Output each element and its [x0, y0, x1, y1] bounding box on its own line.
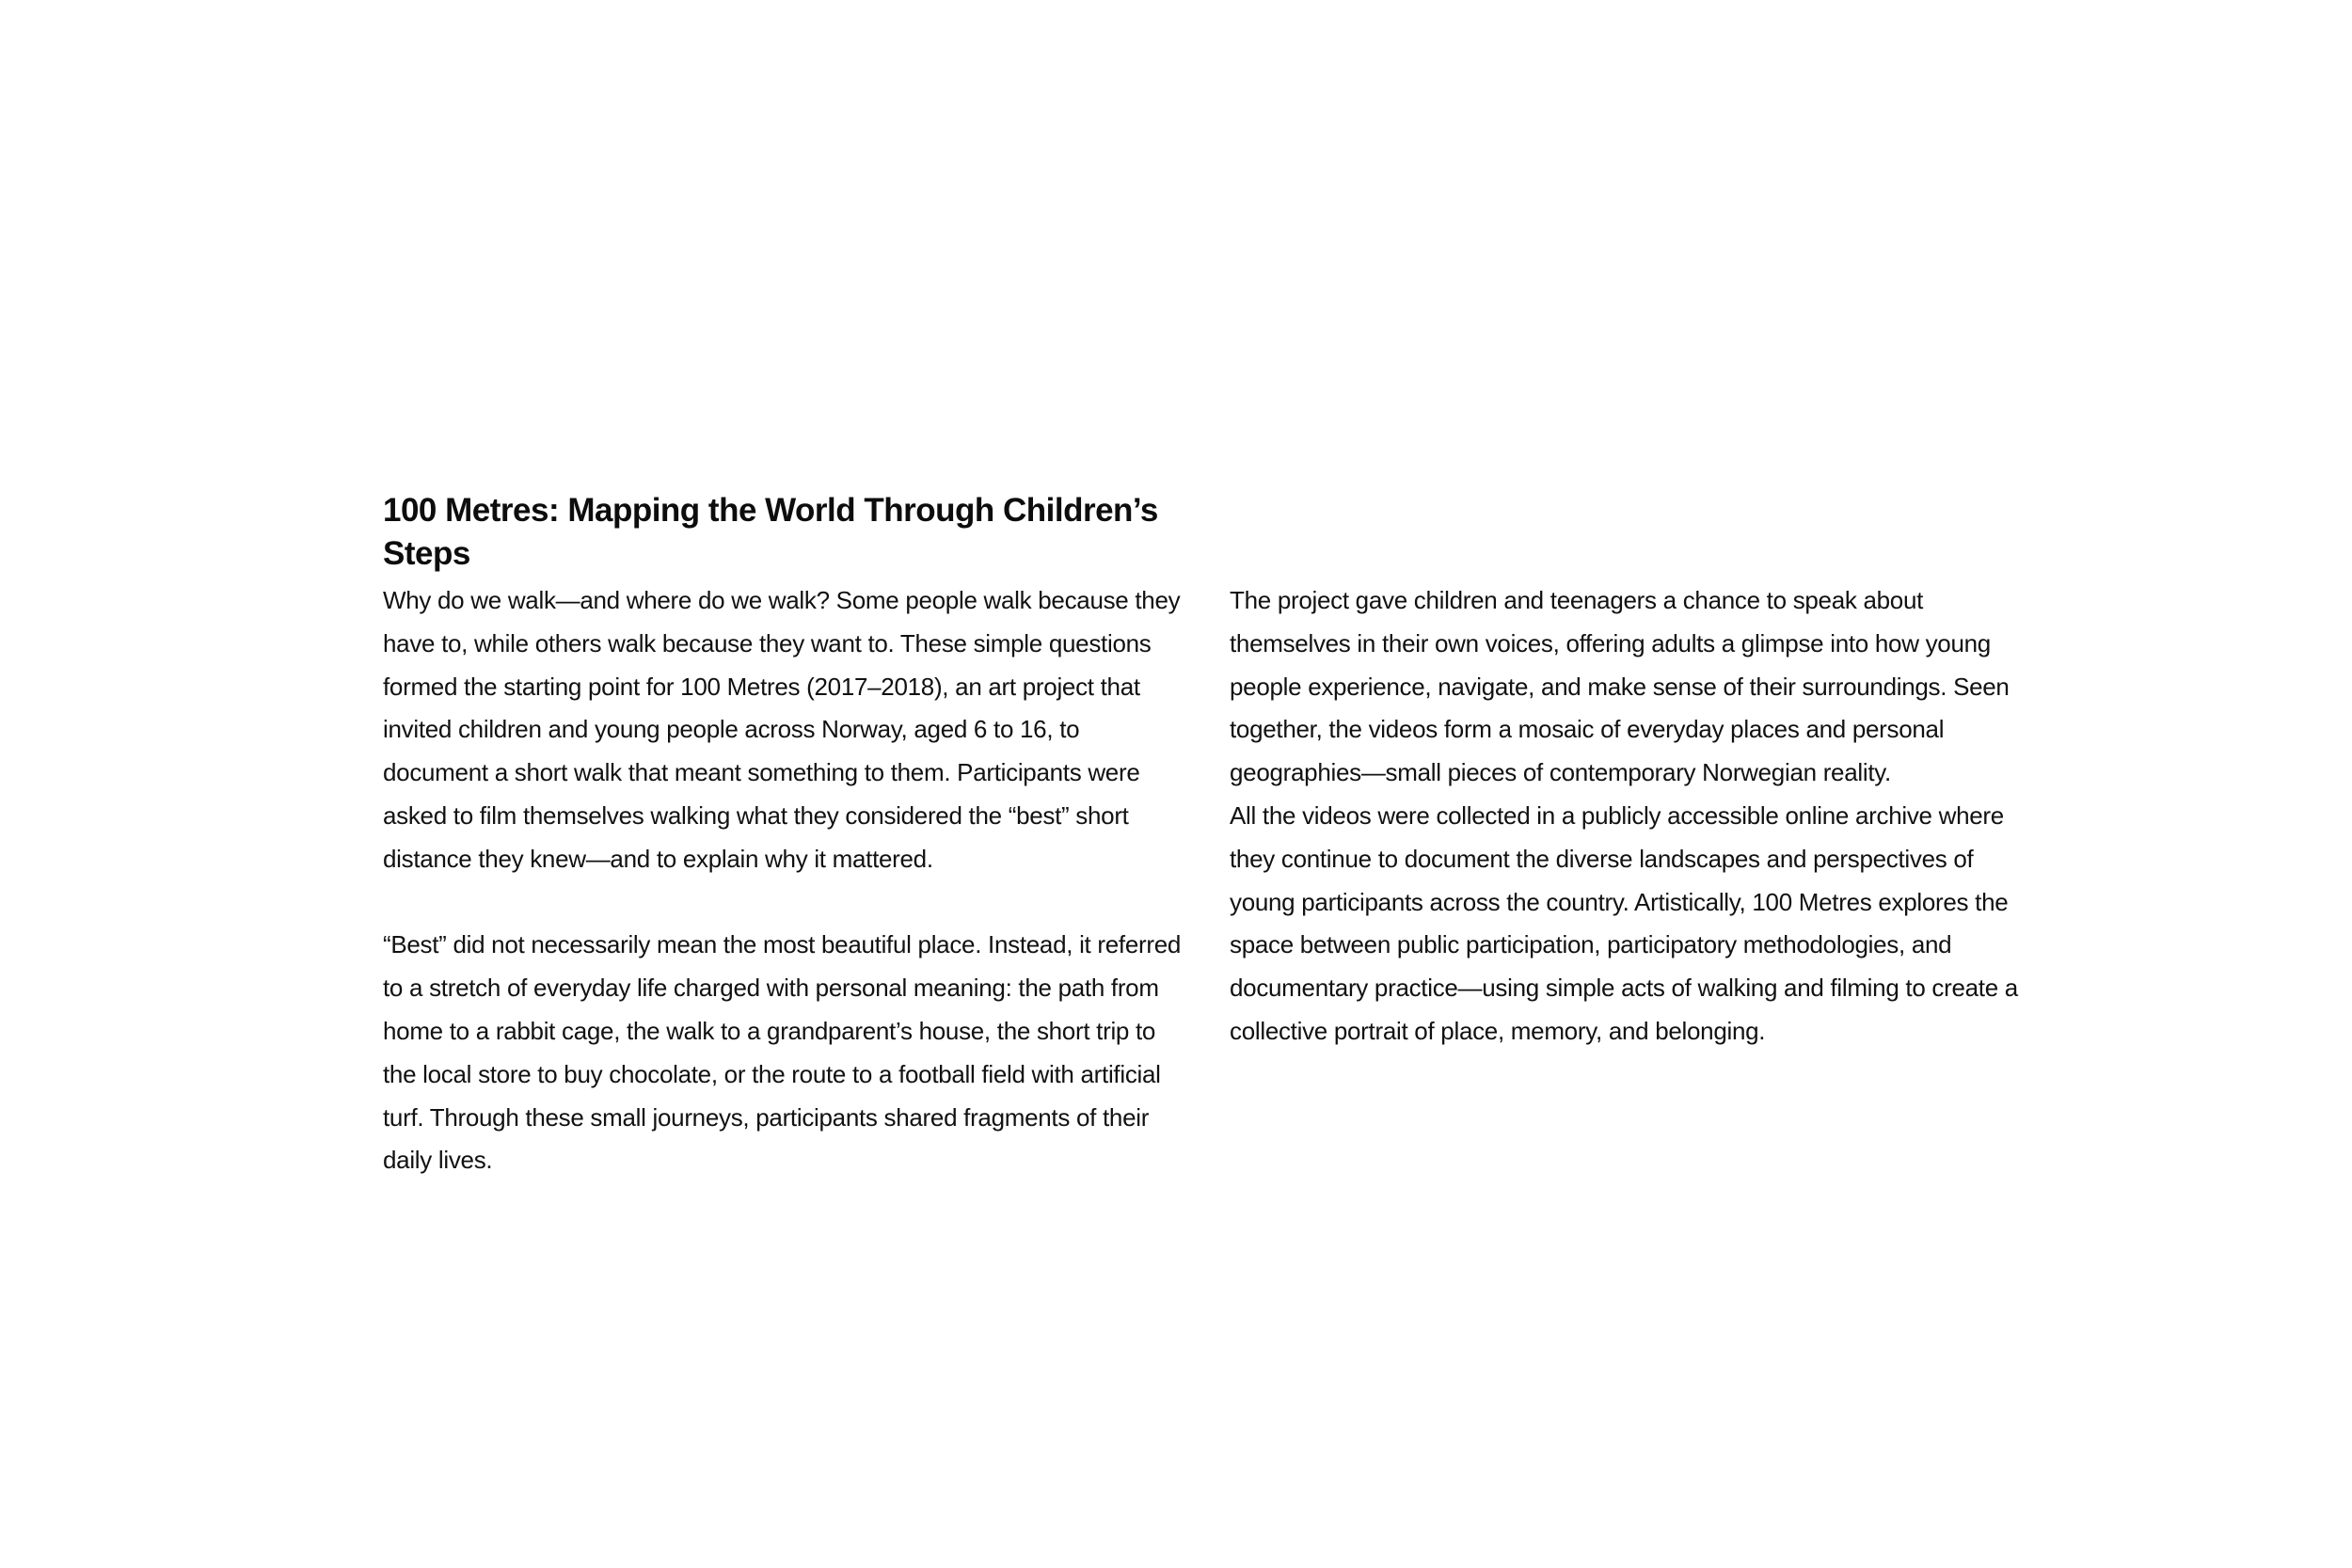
- body-paragraph: “Best” did not necessarily mean the most beautiful place. Instead, it referred to a stretch of everyday life charged with personal meaning: the path from home to a rabbit cage, the walk to a grandparent’s house, the short trip to the local store to buy chocolate, or the route to a football field with artificial turf. Through these small journeys, participants shared fragments of their daily lives.: [383, 930, 1182, 1175]
- right-text-column: [1230, 579, 2044, 1053]
- page-title: 100 Metres: Mapping the World Through Children’s Steps: [383, 492, 1158, 572]
- body-paragraph: All the videos were collected in a publicly accessible online archive where they continue to document the diverse landscapes and perspectives of young participants across the country. Artistically, 100 Metres explores the space between public participation, participatory methodologies, and documentary practice—using simple acts of walking and filming to create a collective portrait of place, memory, and belonging.: [1230, 800, 2018, 1045]
- left-text-column: [383, 579, 1190, 1182]
- body-paragraph: The project gave children and teenagers a chance to speak about themselves in their own voices, offering adults a glimpse into how young people experience, navigate, and make sense of their surroundings. Seen together, the videos form a mosaic of everyday places and personal geographies—small pieces of contemporary Norwegian reality.: [1230, 586, 2010, 787]
- body-paragraph: Why do we walk—and where do we walk? Some people walk because they have to, while others walk because they want to. These simple questions formed the starting point for 100 Metres (2017–2018), an art project that invited children and young people across Norway, aged 6 to 16, to document a short walk that meant something to them. Participants were asked to film themselves walking what they considered the “best” short distance they knew—and to explain why it mattered.: [383, 586, 1181, 873]
